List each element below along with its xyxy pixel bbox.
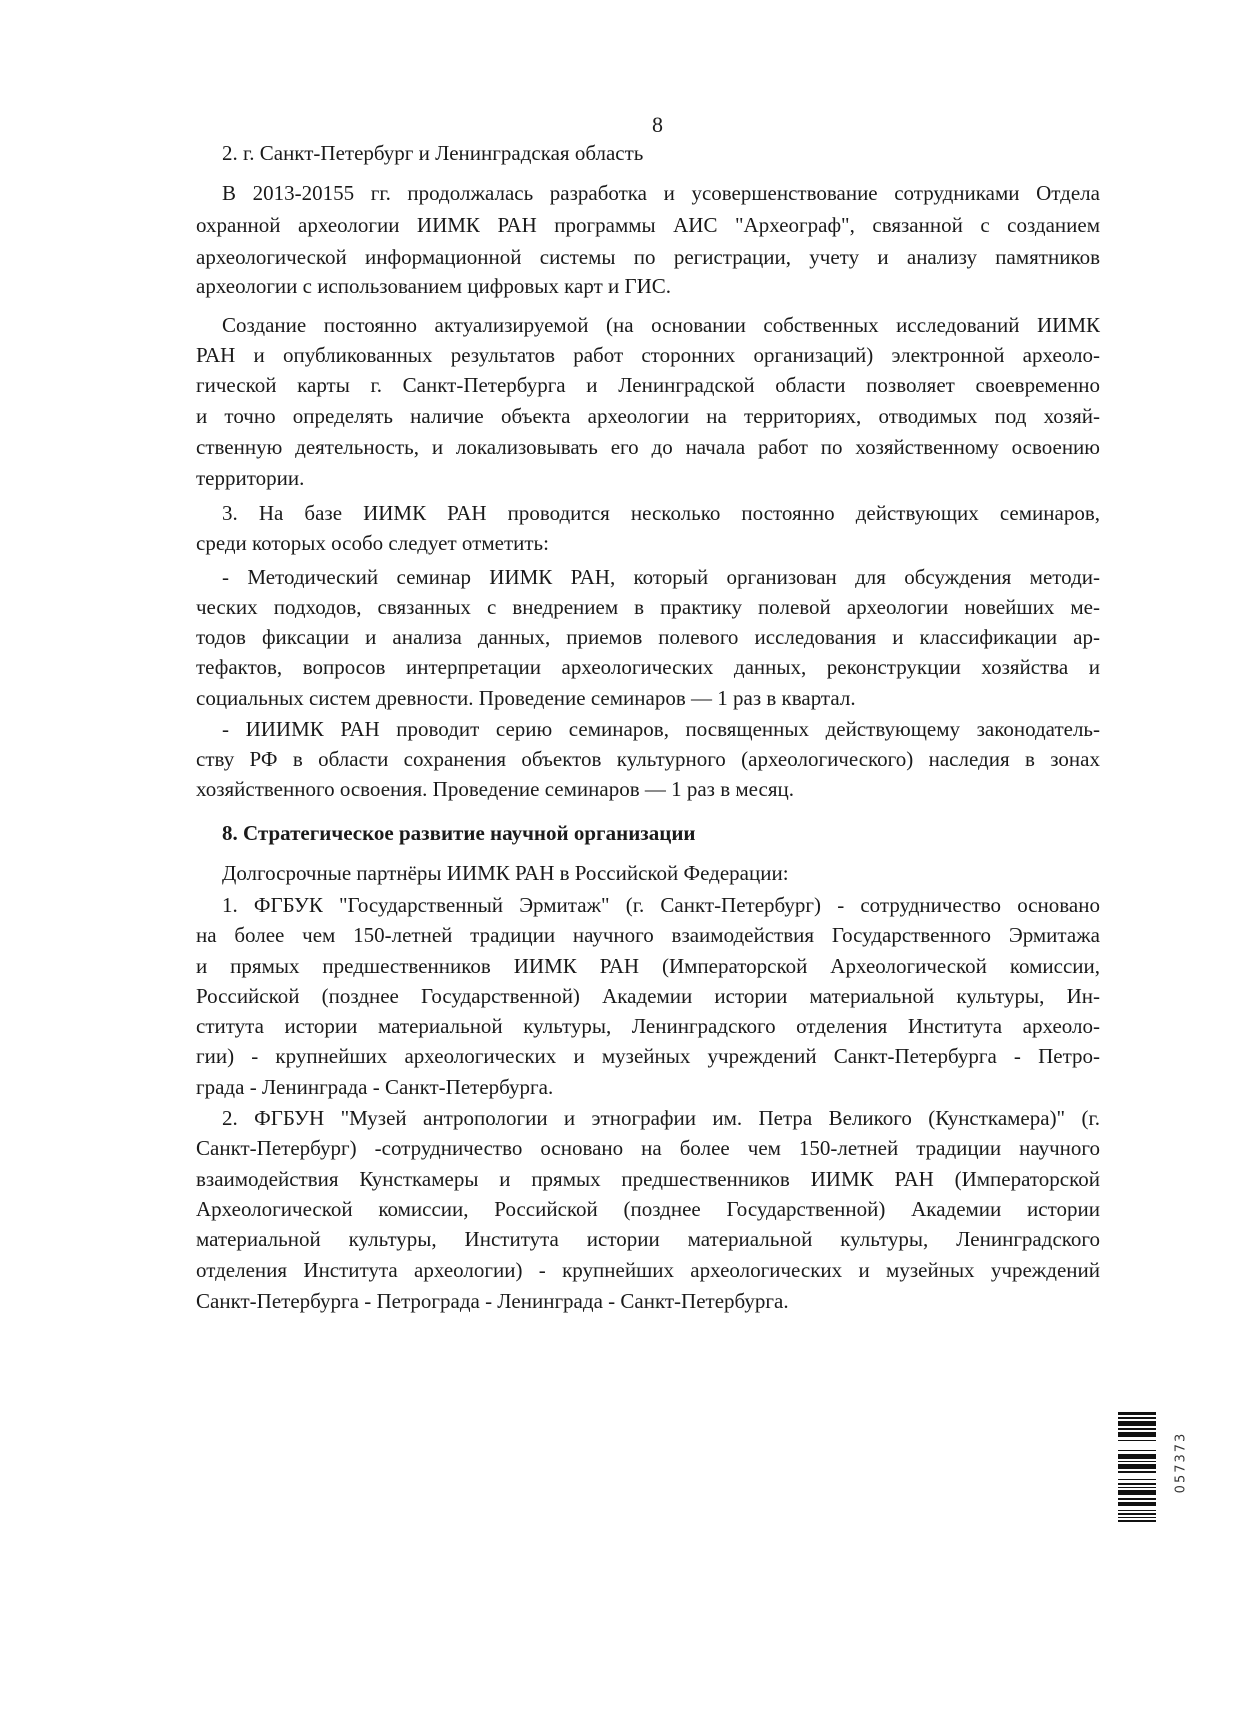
- text-line: - ИИИМК РАН проводит серию семинаров, посвященных действующему законодатель-: [222, 717, 1100, 741]
- text-line: археологической информационной системы по регистрации, учету и анализу памятников: [196, 245, 1100, 269]
- text-line: ству РФ в области сохранения объектов культурного (археологического) наследия в зонах: [196, 747, 1100, 771]
- text-line: В 2013-20155 гг. продолжалась разработка и усовершенствование сотрудниками Отдела: [222, 181, 1100, 205]
- text-line: социальных систем древности. Проведение семинаров — 1 раз в квартал.: [196, 686, 856, 710]
- text-line: Археологической комиссии, Российской (позднее Государственной) Академии истории: [196, 1197, 1100, 1221]
- text-line: ственную деятельность, и локализовывать его до начала работ по хозяйственному освоению: [196, 435, 1100, 459]
- text-line: 2. г. Санкт-Петербург и Ленинградская область: [222, 141, 644, 165]
- text-line: среди которых особо следует отметить:: [196, 531, 549, 555]
- text-line: 2. ФГБУН "Музей антропологии и этнографии им. Петра Великого (Кунсткамера)" (г.: [222, 1106, 1100, 1130]
- text-line: РАН и опубликованных результатов работ сторонних организаций) электронной археоло-: [196, 343, 1100, 367]
- text-line: Долгосрочные партнёры ИИМК РАН в Российской Федерации:: [222, 861, 789, 885]
- text-line: отделения Института археологии) - крупнейших археологических и музейных учреждений: [196, 1258, 1100, 1282]
- text-line: Санкт-Петербург) -сотрудничество основано на более чем 150-летней традиции научного: [196, 1136, 1100, 1160]
- text-line: взаимодействия Кунсткамеры и прямых предшественников ИИМК РАН (Императорской: [196, 1167, 1100, 1191]
- text-line: града - Ленинграда - Санкт-Петербурга.: [196, 1075, 554, 1099]
- section-heading: 8. Стратегическое развитие научной организации: [222, 821, 696, 845]
- text-line: 1. ФГБУК "Государственный Эрмитаж" (г. Санкт-Петербург) - сотрудничество основано: [222, 893, 1100, 917]
- text-line: на более чем 150-летней традиции научного взаимодействия Государственного Эрмитажа: [196, 923, 1100, 947]
- text-line: территории.: [196, 466, 305, 490]
- text-line: тефактов, вопросов интерпретации археологических данных, реконструкции хозяйства и: [196, 655, 1100, 679]
- text-line: и прямых предшественников ИИМК РАН (Императорской Археологической комиссии,: [196, 954, 1100, 978]
- text-line: гической карты г. Санкт-Петербурга и Ленинградской области позволяет своевременно: [196, 373, 1100, 397]
- text-line: 3. На базе ИИМК РАН проводится несколько постоянно действующих семинаров,: [222, 501, 1100, 525]
- text-line: Создание постоянно актуализируемой (на основании собственных исследований ИИМК: [222, 313, 1100, 337]
- text-line: ститута истории материальной культуры, Ленинградского отделения Института археоло-: [196, 1014, 1100, 1038]
- text-line: гии) - крупнейших археологических и музейных учреждений Санкт-Петербурга - Петро-: [196, 1044, 1100, 1068]
- barcode-number: 057373: [1173, 1431, 1189, 1494]
- page-number: 8: [652, 112, 663, 137]
- text-line: - Методический семинар ИИМК РАН, который организован для обсуждения методи-: [222, 565, 1100, 589]
- text-line: археологии с использованием цифровых карт и ГИС.: [196, 274, 672, 298]
- text-line: Российской (позднее Государственной) Академии истории материальной культуры, Ин-: [196, 984, 1100, 1008]
- text-line: материальной культуры, Института истории материальной культуры, Ленинградского: [196, 1227, 1100, 1251]
- barcode: [1118, 1412, 1156, 1524]
- text-line: тодов фиксации и анализа данных, приемов полевого исследования и классификации ар-: [196, 625, 1100, 649]
- text-line: ческих подходов, связанных с внедрением в практику полевой археологии новейших ме-: [196, 595, 1100, 619]
- text-line: Санкт-Петербурга - Петрограда - Ленинграда - Санкт-Петербурга.: [196, 1289, 789, 1313]
- text-line: и точно определять наличие объекта археологии на территориях, отводимых под хозяй-: [196, 404, 1100, 428]
- text-line: хозяйственного освоения. Проведение семинаров — 1 раз в месяц.: [196, 777, 794, 801]
- text-line: охранной археологии ИИМК РАН программы АИС "Археограф", связанной с созданием: [196, 213, 1100, 237]
